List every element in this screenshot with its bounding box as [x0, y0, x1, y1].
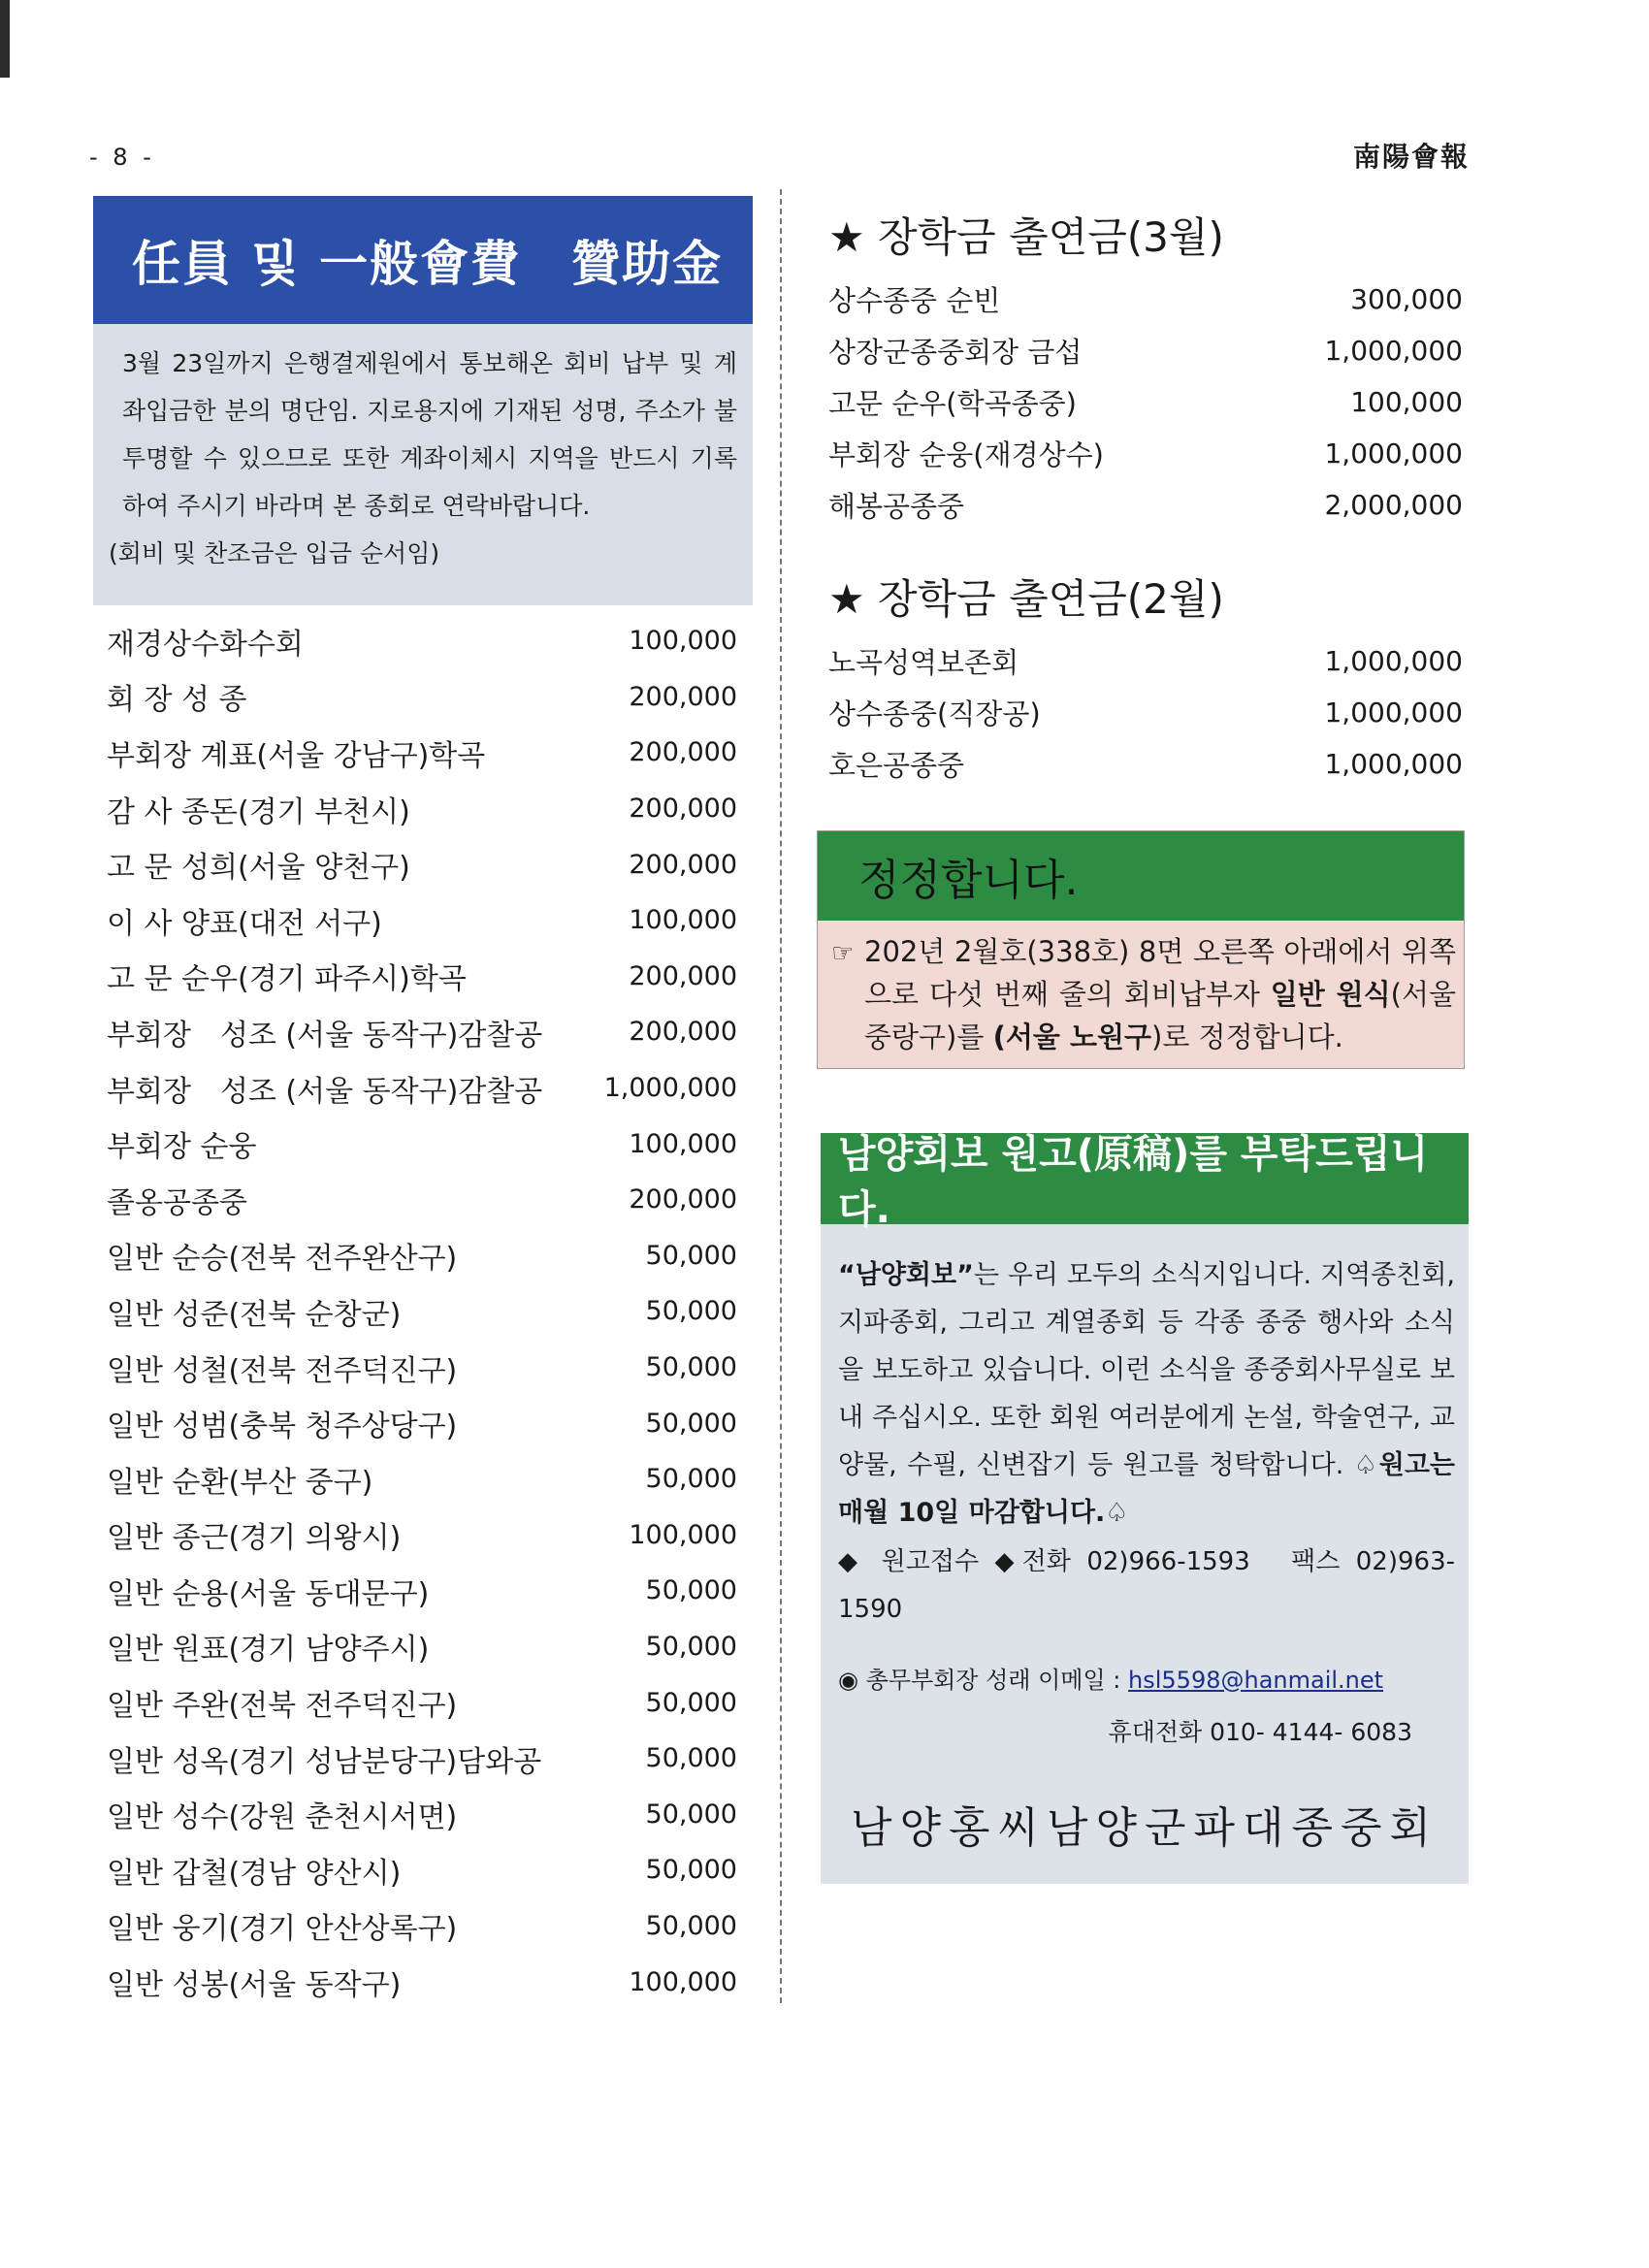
list-item — [93, 1283, 753, 1340]
list-item — [93, 725, 753, 781]
donor-name: 해봉공종중 — [828, 490, 965, 523]
correction-title: 정정합니다. — [818, 831, 1464, 921]
donor-name: 상장군종중회장 금섭 — [828, 336, 1083, 369]
correction-body — [818, 921, 1464, 1068]
donor-name: 상수종중 순빈 — [828, 284, 1001, 317]
donation-amount: 50,000 — [645, 1855, 737, 1886]
list-item — [93, 1731, 753, 1787]
donation-amount: 50,000 — [645, 1296, 737, 1327]
scholarship-march-list — [815, 274, 1474, 531]
notice-text: 3월 23일까지 은행결제원에서 통보해온 회비 납부 및 계좌입금한 분의 명단임. 지로용지에 기재된 성명, 주소가 불투명할 수 있으므로 또한 계좌이체시 지역을 반드시 기록하여 주시기 바라며 본 종회로 연락바랍니다. — [122, 349, 737, 520]
list-item — [93, 1228, 753, 1284]
donation-amount: 1,000,000 — [1324, 645, 1463, 677]
donation-amount: 100,000 — [1350, 386, 1463, 418]
manuscript-text: 는 우리 모두의 소식지입니다. 지역종친회, 지파종회, 그리고 계열종회 등 각종 종중 행사와 소식을 보도하고 있습니다. 이런 소식을 종중회사무실로 보내 주십시오. 또한 회원 여러분에게 논설, 학술연구, 교양물, 수필, 신변잡기 등 원고를 청탁합니다. — [838, 1260, 1455, 1480]
donation-amount: 1,000,000 — [1324, 697, 1463, 729]
donation-amount: 50,000 — [645, 1575, 737, 1606]
donor-name: 회 장 성 종 — [107, 683, 247, 718]
scholarship-feb-title: ★ 장학금 출연금(2월) — [828, 575, 1224, 623]
donor-name: 일반 성옥(경기 성남분당구)담와공 — [107, 1744, 542, 1779]
fees-column — [93, 196, 753, 2010]
list-item — [93, 669, 753, 726]
donor-name: 일반 성범(충북 청주상당구) — [107, 1409, 458, 1444]
donation-amount: 50,000 — [645, 1408, 737, 1439]
donor-name: 일반 웅기(경기 안산상록구) — [107, 1912, 458, 1947]
donation-amount: 200,000 — [629, 849, 737, 880]
correction-text-1: 202년 2월호(338호) 8면 오른쪽 아래에서 위쪽으로 다섯 번째 줄의 회비납부자 — [864, 935, 1456, 1011]
list-item — [93, 1786, 753, 1842]
email-label: ◉ 총무부회장 성래 이메일 : — [838, 1667, 1129, 1694]
donor-name: 일반 순승(전북 전주완산구) — [107, 1242, 458, 1277]
correction-text-3: )로 정정합니다. — [1151, 1021, 1343, 1053]
list-item — [93, 781, 753, 837]
donation-amount: 50,000 — [645, 1798, 737, 1830]
donor-name: 일반 성봉(서울 동작구) — [107, 1968, 402, 2003]
list-item — [815, 479, 1474, 531]
list-item — [93, 1954, 753, 2010]
correction-bold-2: (서울 노원구 — [992, 1021, 1152, 1053]
donor-name: 부회장 순웅(재경상수) — [828, 438, 1104, 471]
column-divider — [780, 189, 782, 2003]
donation-amount: 200,000 — [629, 1184, 737, 1215]
list-item — [815, 376, 1474, 428]
donor-name: 호은공종중 — [828, 749, 965, 782]
donation-amount: 50,000 — [645, 1352, 737, 1383]
fees-notice — [93, 324, 753, 605]
donor-name: 노곡성역보존회 — [828, 646, 1019, 679]
manuscript-request-box — [821, 1133, 1469, 1884]
notice-note: (회비 및 찬조금은 입금 순서임) — [109, 539, 440, 567]
donation-amount: 50,000 — [645, 1910, 737, 1941]
list-item — [93, 1842, 753, 1898]
list-item — [93, 1395, 753, 1451]
mobile-phone: 휴대전화 010- 4144- 6083 — [1108, 1718, 1412, 1746]
donor-name: 상수종중(직장공) — [828, 697, 1041, 730]
donor-name: 일반 순환(부산 중구) — [107, 1465, 373, 1500]
masthead: 南陽會報 — [1353, 141, 1471, 173]
donation-amount: 100,000 — [629, 626, 737, 657]
donation-amount: 100,000 — [629, 1128, 737, 1159]
list-item — [815, 428, 1474, 479]
donation-amount: 200,000 — [629, 1017, 737, 1048]
correction-bold-1: 일반 원식 — [1270, 978, 1391, 1011]
donation-amount: 300,000 — [1350, 283, 1463, 315]
donation-amount: 50,000 — [645, 1464, 737, 1495]
donor-name: 일반 원표(경기 남양주시) — [107, 1633, 430, 1668]
donor-name: 부회장 계표(서울 강남구)학곡 — [107, 738, 486, 773]
manuscript-deadline: ♤원고는 매월 10일 마감합니다.♤ — [838, 1450, 1455, 1528]
donation-amount: 200,000 — [629, 794, 737, 825]
list-item — [93, 1563, 753, 1619]
list-item — [93, 1116, 753, 1172]
list-item — [93, 1507, 753, 1564]
list-item — [93, 1340, 753, 1396]
donor-name: 재경상수화수회 — [107, 627, 304, 662]
organization-name: 남양홍씨남양군파대종중회 — [850, 1803, 1439, 1853]
list-item — [93, 1619, 753, 1675]
list-item — [93, 1898, 753, 1955]
list-item — [93, 1451, 753, 1507]
donation-amount: 50,000 — [645, 1687, 737, 1718]
donation-amount: 50,000 — [645, 1631, 737, 1662]
list-item — [93, 1674, 753, 1731]
donor-name: 고 문 성희(서울 양천구) — [107, 851, 410, 886]
list-item — [815, 325, 1474, 376]
donor-name: 졸옹공종중 — [107, 1185, 247, 1220]
donor-name: 일반 갑철(경남 양산시) — [107, 1856, 402, 1891]
donor-name: 일반 종근(경기 의왕시) — [107, 1521, 402, 1556]
donation-amount: 1,000,000 — [603, 1073, 737, 1104]
list-item — [93, 949, 753, 1005]
pointing-hand-icon: ☞ — [831, 939, 855, 968]
donor-name: 감 사 종돈(경기 부천시) — [107, 794, 410, 829]
list-item — [93, 1004, 753, 1060]
fees-title: 任員 및 一般會費 贊助金 — [93, 196, 753, 324]
donor-name: 이 사 양표(대전 서구) — [107, 906, 382, 941]
donation-amount: 100,000 — [629, 1966, 737, 1997]
donation-amount: 50,000 — [645, 1743, 737, 1774]
list-item — [93, 892, 753, 949]
donation-amount: 2,000,000 — [1324, 489, 1463, 521]
donor-name: 일반 순용(서울 동대문구) — [107, 1576, 430, 1611]
list-item — [93, 836, 753, 892]
donation-amount: 1,000,000 — [1324, 748, 1463, 780]
email-link[interactable]: hsl5598@hanmail.net — [1128, 1667, 1384, 1694]
donor-name: 부회장 순웅 — [107, 1130, 257, 1165]
donation-amount: 200,000 — [629, 737, 737, 768]
fee-list — [93, 613, 753, 2010]
manuscript-contact: ◆ 원고접수 ◆전화 02)966-1593 팩스 02)963-1590 — [838, 1547, 1455, 1624]
correction-text-2: (서울 중랑구)를 — [864, 978, 1456, 1053]
scholarship-feb-list — [815, 635, 1474, 790]
donor-name: 부회장 성조 (서울 동작구)감찰공 — [107, 1018, 543, 1053]
donor-name: 일반 성수(강원 춘천시서면) — [107, 1800, 458, 1835]
donation-amount: 50,000 — [645, 1240, 737, 1271]
manuscript-body — [821, 1224, 1469, 1771]
page-edge-shadow — [0, 0, 10, 78]
donation-amount: 100,000 — [629, 905, 737, 936]
donation-amount: 200,000 — [629, 681, 737, 712]
donor-name: 고 문 순우(경기 파주시)학곡 — [107, 962, 467, 997]
donation-amount: 200,000 — [629, 960, 737, 991]
newsletter-name: “남양회보” — [838, 1260, 974, 1290]
list-item — [93, 1060, 753, 1117]
manuscript-title: 남양회보 원고(原稿)를 부탁드립니다. — [821, 1133, 1469, 1224]
scholarship-march-title: ★ 장학금 출연금(3월) — [828, 213, 1224, 261]
list-item — [815, 738, 1474, 790]
donation-amount: 1,000,000 — [1324, 335, 1463, 367]
list-item — [93, 613, 753, 669]
donor-name: 일반 주완(전북 전주덕진구) — [107, 1689, 458, 1724]
correction-box — [817, 830, 1465, 1069]
donor-name: 일반 성철(전북 전주덕진구) — [107, 1353, 458, 1388]
donation-amount: 1,000,000 — [1324, 437, 1463, 470]
donation-amount: 100,000 — [629, 1519, 737, 1550]
right-column — [815, 196, 1474, 1884]
email-line — [838, 1657, 1455, 1704]
donor-name: 고문 순우(학곡종중) — [828, 387, 1077, 420]
page-number: - 8 - — [89, 144, 155, 171]
list-item — [93, 1172, 753, 1228]
donor-name: 부회장 성조 (서울 동작구)감찰공 — [107, 1074, 543, 1109]
list-item — [815, 274, 1474, 325]
list-item — [815, 635, 1474, 687]
list-item — [815, 687, 1474, 738]
donor-name: 일반 성준(전북 순창군) — [107, 1297, 402, 1332]
